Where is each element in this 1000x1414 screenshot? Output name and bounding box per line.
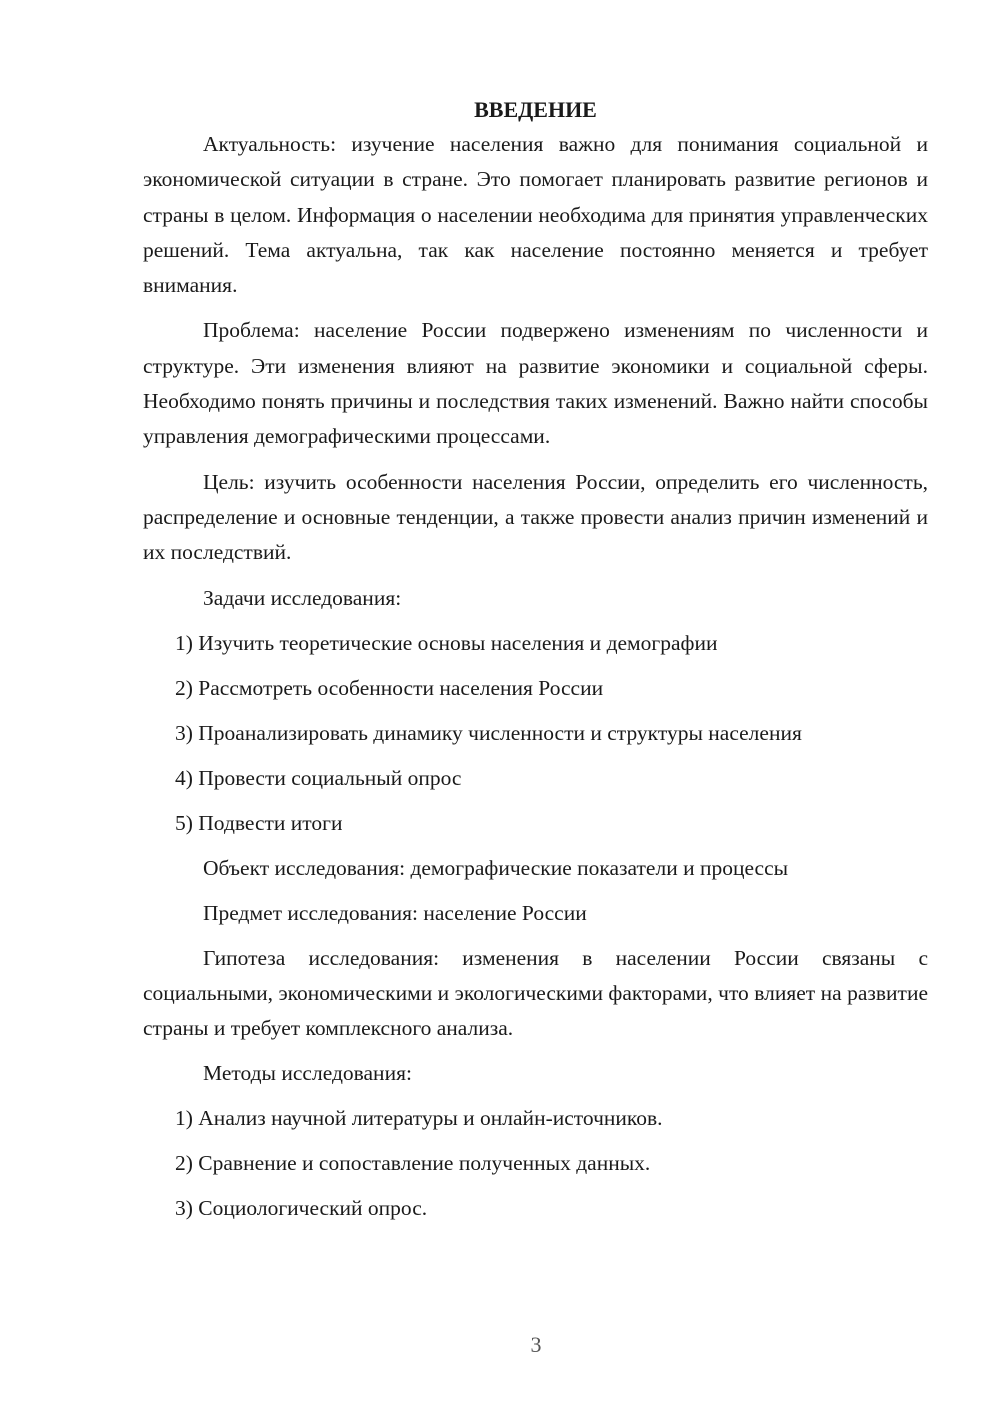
- methods-heading: Методы исследования:: [203, 1061, 412, 1086]
- page-title: ВВЕДЕНИЕ: [474, 97, 597, 122]
- page-number: 3: [530, 1332, 542, 1357]
- tasks-heading: Задачи исследования:: [203, 585, 402, 610]
- task-item: 5) Подвести итоги: [175, 810, 343, 835]
- research-object: Объект исследования: демографические показатели и процессы: [203, 855, 789, 880]
- task-item: 3) Проанализировать динамику численности и структуры населения: [175, 720, 802, 745]
- method-item: 2) Сравнение и сопоставление полученных данных.: [175, 1151, 651, 1176]
- method-item: 3) Социологический опрос.: [175, 1196, 428, 1221]
- method-item: 1) Анализ научной литературы и онлайн-источников.: [175, 1106, 663, 1131]
- task-item: 1) Изучить теоретические основы населения и демографии: [175, 630, 718, 655]
- hypothesis-paragraph: Гипотеза исследования: изменения в населении России связаны с социальными, экономическими и экологическими факторами, что влияет на развитие страны и требует комплексного анализа.: [143, 945, 928, 1041]
- task-item: 2) Рассмотреть особенности населения России: [175, 675, 604, 700]
- problem-paragraph: Проблема: население России подвержено изменениям по численности и структуре. Эти изменения влияют на развитие экономики и социальной сферы. Необходимо понять причины и последствия таких изменений. Важно найти способы управления демографическими процессами.: [143, 318, 928, 449]
- document-page: [143, 92, 928, 1226]
- task-item: 4) Провести социальный опрос: [175, 765, 462, 790]
- relevance-paragraph: Актуальность: изучение населения важно для понимания социальной и экономической ситуации в стране. Это помогает планировать развитие регионов и страны в целом. Информация о населении необходима для принятия управленческих решений. Тема актуальна, так как население постоянно меняется и требует внимания.: [143, 132, 928, 298]
- goal-paragraph: Цель: изучить особенности населения России, определить его численность, распределение и основные тенденции, а также провести анализ причин изменений и их последствий.: [143, 469, 928, 565]
- research-subject: Предмет исследования: население России: [203, 900, 587, 925]
